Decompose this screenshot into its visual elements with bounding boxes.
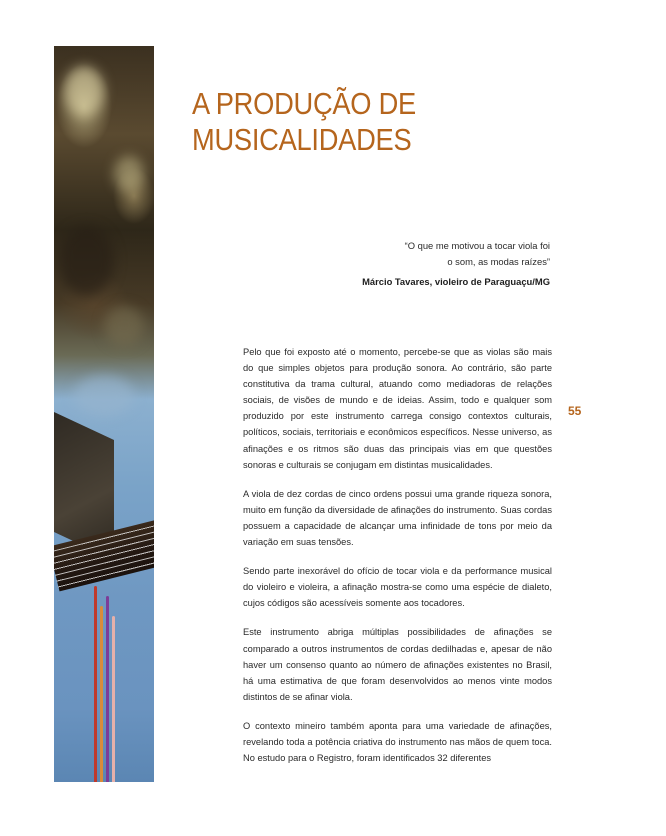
ribbon-image (106, 596, 109, 782)
body-text (243, 344, 552, 779)
paragraph: Este instrumento abriga múltiplas possibilidades de afinações se comparado a outros instrumentos de cordas dedilhadas e, apesar de não haver um consenso quanto ao número de afinações existentes no Brasil, há uma estimativa de que foram desenvolvidos ao menos vinte modos distintos de se afinar viola. (243, 627, 552, 702)
epigraph-author: Márcio Tavares, violeiro de Paraguaçu/MG (362, 276, 550, 287)
chapter-title (192, 86, 416, 158)
chapter-title-line: MUSICALIDADES (192, 122, 412, 157)
page-number: 55 (568, 404, 582, 418)
ribbon-image (94, 586, 97, 782)
epigraph-quote-line: o som, as modas raízes” (447, 255, 550, 267)
paragraph: O contexto mineiro também aponta para uma variedade de afinações, revelando toda a potência criativa do instrumento nas mãos de quem toca. No estudo para o Registro, foram identificados 32 diferentes (243, 720, 552, 764)
paragraph: Sendo parte inexorável do ofício de tocar viola e da performance musical do violeiro e violeira, a afinação mostra-se como uma espécie de dialeto, cujos códigos são acessíveis somente aos tocadores. (243, 566, 552, 609)
epigraph (250, 238, 550, 290)
chapter-title-line: A PRODUÇÃO DE (192, 86, 416, 121)
ribbon-image (112, 616, 115, 782)
ribbon-image (100, 606, 103, 782)
paragraph: A viola de dez cordas de cinco ordens possui uma grande riqueza sonora, muito em função da diversidade de afinações do instrumento. Suas cordas possuem a capacidade de alcançar uma infinidade de tons por meio da variação em suas tensões. (243, 488, 552, 548)
viola-photo-strip (54, 46, 154, 782)
paragraph: Pelo que foi exposto até o momento, percebe-se que as violas são mais do que simples objetos para produção sonora. Ao contrário, são parte constitutiva da trama cultural, atuando como mediadoras de relações sociais, de visões de mundo e de ideias. Assim, todo e qualquer som produzido por este instrumento carrega consigo contextos culturais, políticos, sociais, territoriais e econômicos específicos. Nesse universo, as afinações e os ritmos são duas das principais vias em que questões sonoras e culturais se conjugam em distintas musicalidades. (243, 347, 552, 470)
epigraph-quote-line: “O que me motivou a tocar viola foi (404, 240, 550, 251)
